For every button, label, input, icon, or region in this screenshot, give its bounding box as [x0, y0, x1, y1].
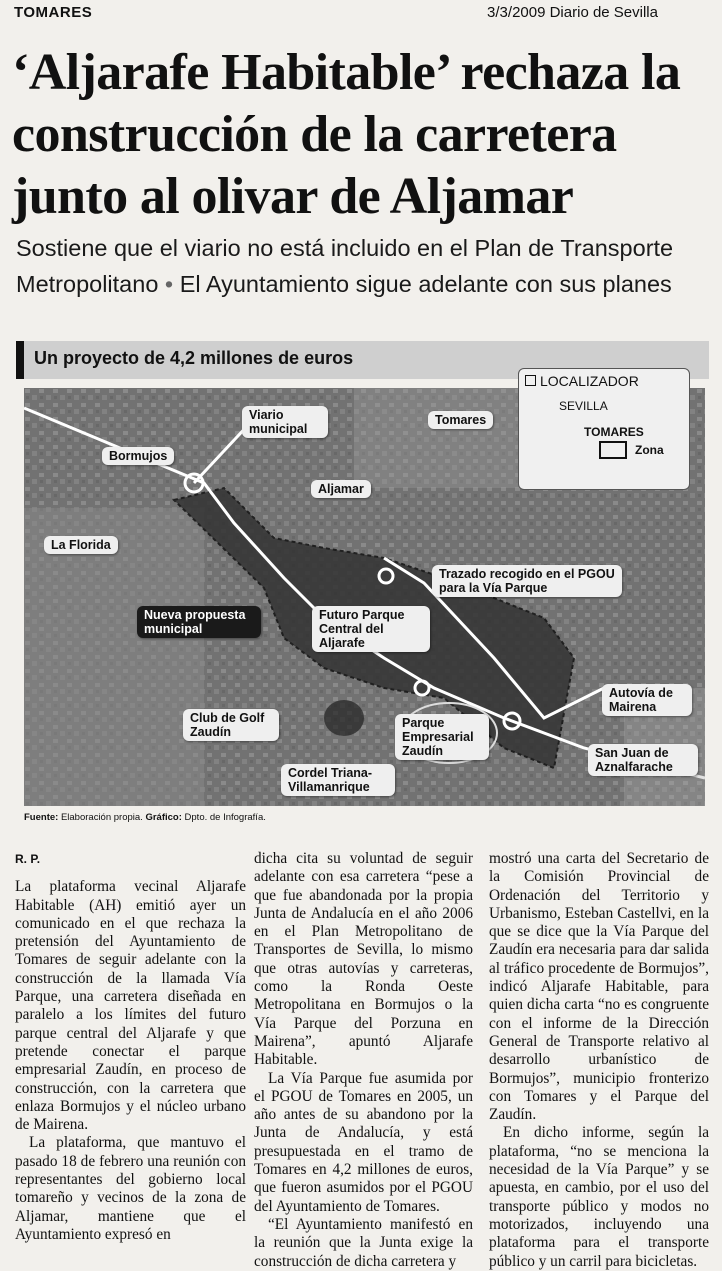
label-la-florida: La Florida — [44, 536, 118, 554]
page-header — [0, 0, 722, 24]
paragraph: La Vía Parque fue asumida por el PGOU de Tomares en 2005, un año antes de su abandono por la Junta de Andalucía, y está presupuestada en el tramo de Tomares en 4,2 millones de euros, que fueron asumidos por el PGOU del Ayuntamiento de Tomares. — [254, 1069, 473, 1215]
section-label: TOMARES — [14, 4, 93, 21]
article-column-1 — [15, 850, 246, 1244]
label-cordel: Cordel Triana-Villamanrique — [281, 764, 395, 796]
label-parque-empresarial: Parque Empresarial Zaudín — [395, 714, 489, 760]
label-trazado: Trazado recogido en el PGOU para la Vía Parque — [432, 565, 622, 597]
headline — [12, 42, 712, 228]
label-viario-municipal: Viario municipal — [242, 406, 328, 438]
zone-box-icon — [599, 441, 627, 459]
subhead-line-2a: Metropolitano — [16, 271, 159, 297]
label-nueva-propuesta: Nueva propuesta municipal — [137, 606, 261, 638]
square-icon — [525, 375, 536, 386]
label-san-juan: San Juan de Aznalfarache — [588, 744, 698, 776]
source-text: Elaboración propia. — [60, 812, 143, 823]
locator-title-text: LOCALIZADOR — [540, 373, 639, 389]
article-column-2 — [254, 850, 473, 1271]
label-autovia-mairena: Autovía de Mairena — [602, 684, 692, 716]
paragraph: La plataforma vecinal Aljarafe Habitable (AH) emitió ayer un comunicado en el que rechaza la pretensión del Ayuntamiento de Tomares de seguir adelante con la construcción de la llamada Vía Parque, una carretera diseñada en paralelo a los límites del futuro parque central del Aljarafe y que pretende conectar el parque empresarial Zaudín, en proceso de construcción, con la carretera que enlaza Bormujos y el núcleo urbano de Mairena. — [15, 878, 246, 1134]
subhead-line-2b: El Ayuntamiento sigue adelante con sus planes — [179, 271, 672, 297]
graphic-credit-label: Gráfico: — [145, 812, 182, 823]
paragraph: dicha cita su voluntad de seguir adelante con esa carretera “pese a que fue abandonada por la propia Junta de Andalucía en el año 2006 en el Plan Metropolitano de Transportes de Sevilla, lo mismo que otras autovías y carreteras, como la Ronda Oeste Metropolitana en Bormujos o la Vía Parque del Porzuna en Mairena”, apuntó Aljarafe Habitable. — [254, 850, 473, 1069]
locator-title — [525, 373, 639, 389]
label-futuro-parque: Futuro Parque Central del Aljarafe — [312, 606, 430, 652]
graphic-credit-text: Dpto. de Infografía. — [184, 812, 266, 823]
paragraph: mostró una carta del Secretario de la Comisión Provincial de Ordenación del Territorio y Urbanismo, Esteban Castellvi, en la que se dice que la Vía Parque del Zaudín era necesaria para dar salida al tráfico procedente de Bormujos”, indicó Aljarafe Habitable, para quien dicha carta “no es congruente con el informe de la Dirección General de Transporte relativo al desarrollo urbanístico de Bormujos”, municipio fronterizo con Tomares y el Parque del Zaudín. — [489, 850, 709, 1124]
headline-line-3: junto al olivar de Aljamar — [12, 168, 574, 225]
headline-line-1: ‘Aljarafe Habitable’ rechaza la — [12, 44, 681, 101]
dateline: 3/3/2009 Diario de Sevilla — [487, 4, 658, 21]
subheadline — [16, 230, 716, 302]
subhead-line-1: Sostiene que el viario no está incluido en el Plan de Transporte — [16, 235, 674, 261]
bullet-icon: • — [164, 271, 174, 297]
label-tomares: Tomares — [428, 411, 493, 429]
infographic-title: Un proyecto de 4,2 millones de euros — [34, 348, 354, 368]
source-label: Fuente: — [24, 812, 59, 823]
paragraph: “El Ayuntamiento manifestó en la reunión que la Junta exige la construcción de dicha carretera y — [254, 1215, 473, 1270]
label-club-golf: Club de Golf Zaudín — [183, 709, 279, 741]
label-bormujos: Bormujos — [102, 447, 174, 465]
locator-zona: Zona — [635, 443, 664, 457]
locator-map — [518, 368, 690, 490]
paragraph: En dicho informe, según la plataforma, “no se menciona la necesidad de la Vía Parque” y se apuesta, en cambio, por el uso del transporte público y modos no motorizados, incluyendo una plataforma para el transporte público y un carril para bicicletas. — [489, 1124, 709, 1270]
graphic-source — [24, 812, 266, 823]
infographic — [16, 341, 709, 831]
article-column-3 — [489, 850, 709, 1271]
byline: R. P. — [15, 852, 41, 866]
label-aljamar: Aljamar — [311, 480, 371, 498]
locator-tomares: TOMARES — [584, 425, 644, 439]
locator-sevilla: SEVILLA — [559, 399, 608, 413]
paragraph: La plataforma, que mantuvo el pasado 18 de febrero una reunión con representantes del gobierno local tomareño y vecinos de la zona de Aljamar, mantiene que el Ayuntamiento expresó en — [15, 1134, 246, 1243]
headline-line-2: construcción de la carretera — [12, 106, 617, 163]
